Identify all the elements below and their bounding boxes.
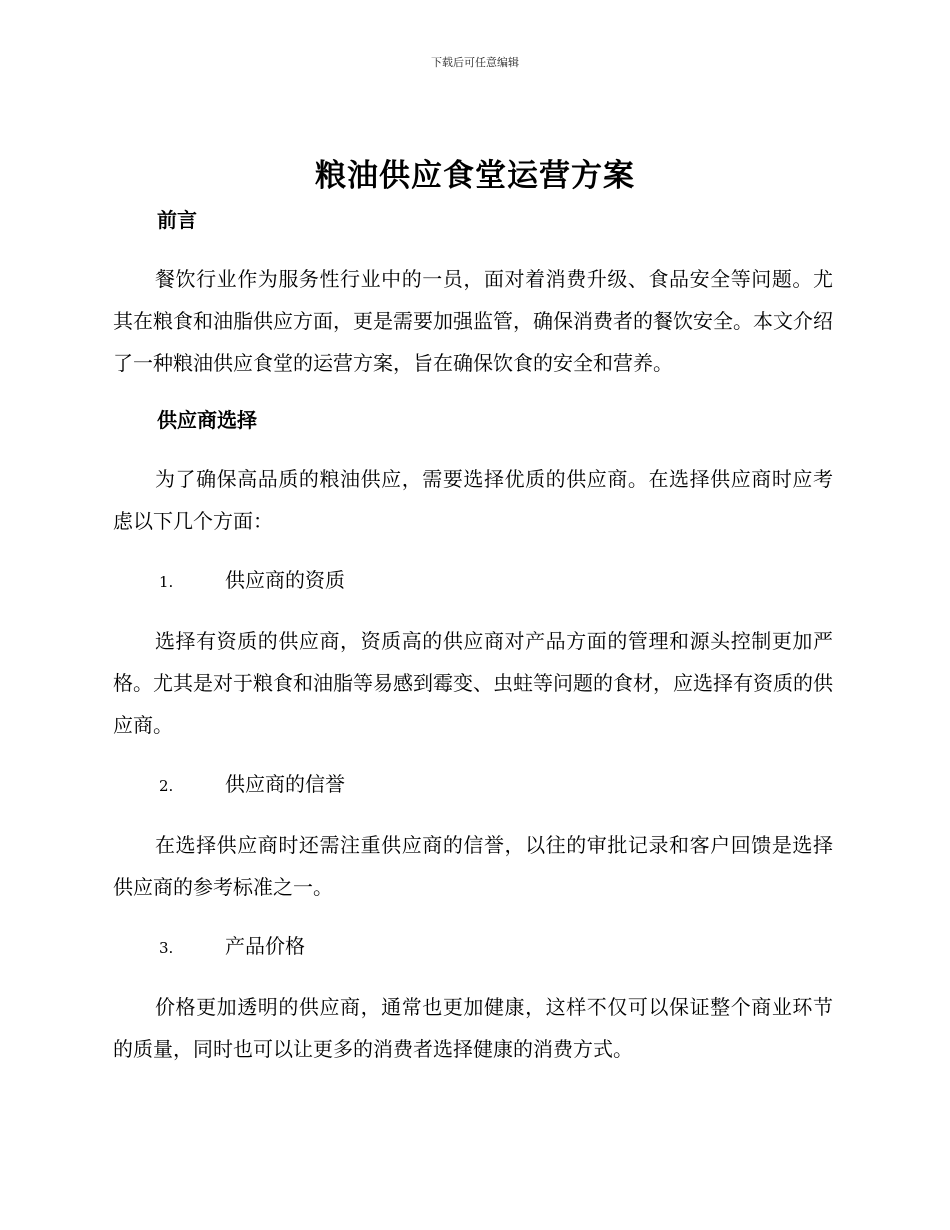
list-number: 3.	[159, 939, 174, 957]
list-item-3-paragraph: 价格更加透明的供应商，通常也更加健康，这样不仅可以保证整个商业环节的质量，同时也可以让更多的消费者选择健康的消费方式。	[113, 995, 833, 1061]
list-number: 1.	[159, 573, 174, 591]
list-item-title: 产品价格	[225, 934, 305, 958]
section-heading-supplier-selection: 供应商选择	[157, 408, 257, 432]
list-item-2	[113, 768, 833, 802]
supplier-selection-paragraph: 为了确保高品质的粮油供应，需要选择优质的供应商。在选择供应商时应考虑以下几个方面：	[113, 467, 833, 533]
preface-paragraph: 餐饮行业作为服务性行业中的一员，面对着消费升级、食品安全等问题。尤其在粮食和油脂供应方面，更是需要加强监管，确保消费者的餐饮安全。本文介绍了一种粮油供应食堂的运营方案，旨在确保饮食的安全和营养。	[113, 267, 833, 375]
header-note: 下载后可任意编辑	[431, 56, 519, 69]
list-item-title: 供应商的信誉	[225, 772, 345, 796]
list-item-2-paragraph: 在选择供应商时还需注重供应商的信誉，以往的审批记录和客户回馈是选择供应商的参考标准之一。	[113, 833, 833, 899]
list-number: 2.	[159, 777, 174, 795]
list-item-title: 供应商的资质	[225, 568, 345, 592]
list-item-1-paragraph: 选择有资质的供应商，资质高的供应商对产品方面的管理和源头控制更加严格。尤其是对于粮食和油脂等易感到霉变、虫蛀等问题的食材，应选择有资质的供应商。	[113, 629, 833, 737]
document-title: 粮油供应食堂运营方案	[315, 158, 635, 194]
section-heading-preface: 前言	[157, 208, 197, 232]
document-body	[113, 204, 833, 1070]
list-item-1	[113, 564, 833, 598]
list-item-3	[113, 930, 833, 964]
